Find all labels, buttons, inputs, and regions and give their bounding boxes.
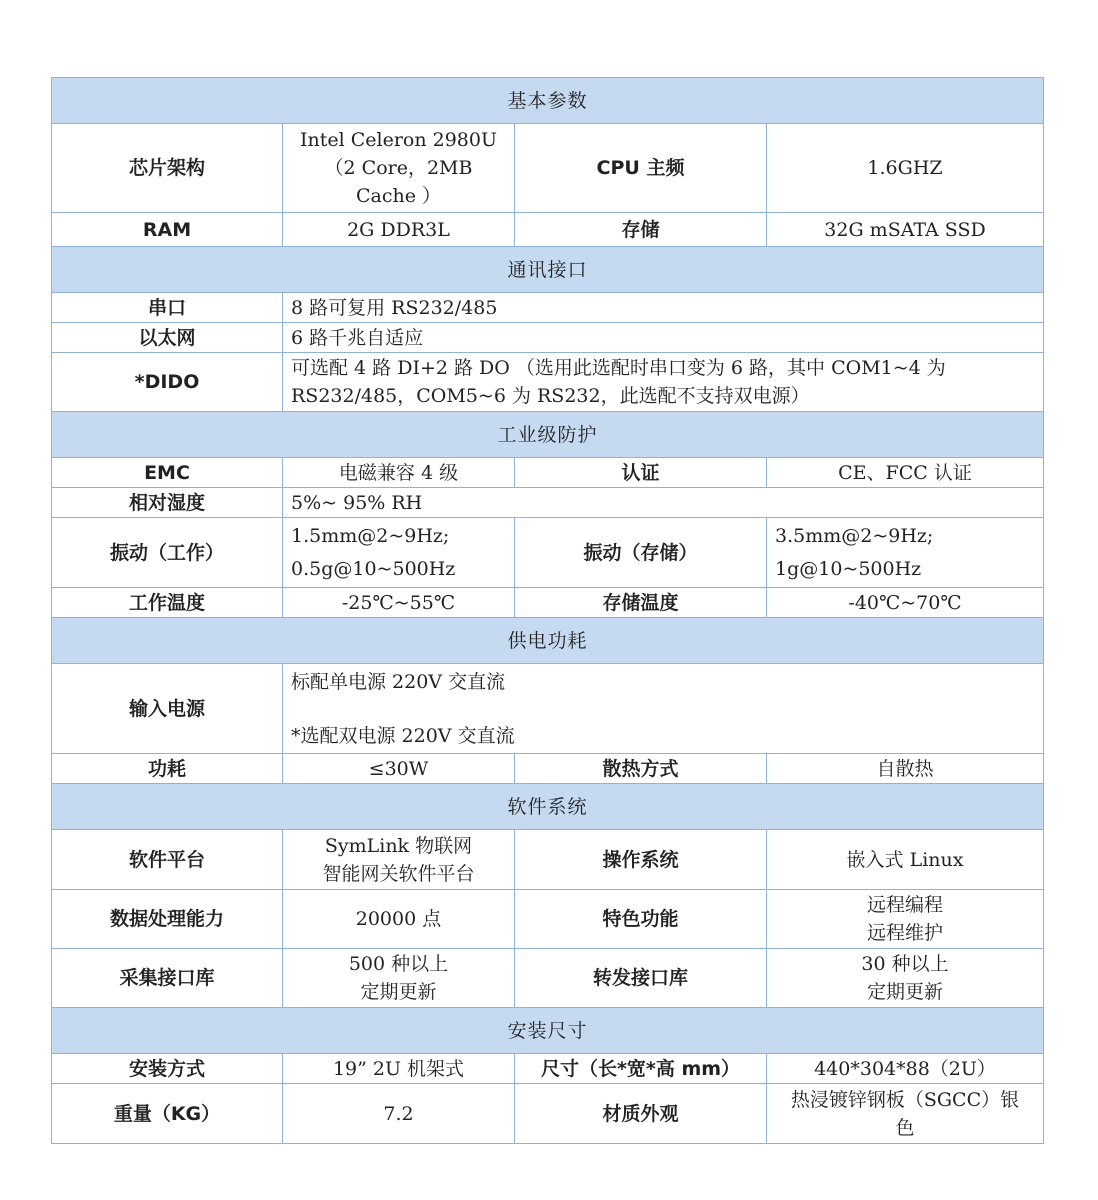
dido-value-line: RS232/485，COM5~6 为 RS232，此选配不支持双电源） <box>291 385 810 407</box>
vib-work-label: 振动（工作） <box>52 518 283 588</box>
emc-label: EMC <box>52 458 283 488</box>
section-title-install: 安装尺寸 <box>52 1008 1044 1054</box>
cooling-label: 散热方式 <box>515 754 767 784</box>
chip-value-line: （2 Core，2MB <box>324 157 473 179</box>
platform-line: SymLink 物联网 <box>324 834 473 857</box>
capacity-label: 数据处理能力 <box>52 890 283 949</box>
size-value: 440*304*88（2U） <box>767 1054 1044 1084</box>
ethernet-label: 以太网 <box>52 323 283 353</box>
platform-value <box>283 830 515 890</box>
section-title-comm: 通讯接口 <box>52 247 1044 293</box>
consumption-label: 功耗 <box>52 754 283 784</box>
forward-line: 定期更新 <box>867 981 944 1003</box>
store-temp-value: -40℃~70℃ <box>767 588 1044 618</box>
vib-work-line: 1.5mm@2~9Hz; <box>291 524 450 547</box>
dido-value-line: 可选配 4 路 DI+2 路 DO （选用此选配时串口变为 6 路，其中 COM1~4 为 <box>291 357 946 379</box>
section-title-protection: 工业级防护 <box>52 412 1044 458</box>
material-line: 色 <box>895 1116 915 1139</box>
platform-label: 软件平台 <box>52 830 283 890</box>
emc-value: 电磁兼容 4 级 <box>283 458 515 488</box>
storage-value: 32G mSATA SSD <box>767 213 1044 247</box>
storage-label: 存储 <box>515 213 767 247</box>
chip-label: 芯片架构 <box>52 124 283 213</box>
chip-value <box>283 124 515 213</box>
os-value: 嵌入式 Linux <box>767 830 1044 890</box>
feature-line: 远程维护 <box>867 922 944 944</box>
serial-label: 串口 <box>52 293 283 323</box>
feature-label: 特色功能 <box>515 890 767 949</box>
section-title-software: 软件系统 <box>52 784 1044 830</box>
collect-line: 定期更新 <box>360 981 437 1003</box>
forward-line: 30 种以上 <box>861 953 949 975</box>
size-label: 尺寸（长*宽*高 mm） <box>515 1054 767 1084</box>
input-power-label: 输入电源 <box>52 664 283 754</box>
ram-label: RAM <box>52 213 283 247</box>
blank-line <box>291 696 1035 722</box>
input-power-line: 标配单电源 220V 交直流 <box>291 670 506 693</box>
platform-line: 智能网关软件平台 <box>322 862 475 885</box>
work-temp-value: -25℃~55℃ <box>283 588 515 618</box>
feature-line: 远程编程 <box>867 894 944 916</box>
consumption-value: ≤30W <box>283 754 515 784</box>
humidity-label: 相对湿度 <box>52 488 283 518</box>
vib-store-value <box>767 518 1044 588</box>
dido-label: *DIDO <box>52 353 283 412</box>
cert-label: 认证 <box>515 458 767 488</box>
weight-value: 7.2 <box>283 1084 515 1144</box>
material-label: 材质外观 <box>515 1084 767 1144</box>
spec-table <box>51 77 1044 1144</box>
material-line: 热浸镀锌钢板（SGCC）银 <box>790 1088 1020 1111</box>
install-method-value: 19” 2U 机架式 <box>283 1054 515 1084</box>
input-power-value <box>283 664 1044 754</box>
vib-work-value <box>283 518 515 588</box>
dido-value <box>283 353 1044 412</box>
forward-label: 转发接口库 <box>515 949 767 1008</box>
material-value <box>767 1084 1044 1144</box>
cpu-label: CPU 主频 <box>515 124 767 213</box>
vib-store-line: 3.5mm@2~9Hz; <box>775 524 934 547</box>
ram-value: 2G DDR3L <box>283 213 515 247</box>
capacity-value: 20000 点 <box>283 890 515 949</box>
install-method-label: 安装方式 <box>52 1054 283 1084</box>
cooling-value: 自散热 <box>767 754 1044 784</box>
vib-work-line: 0.5g@10~500Hz <box>291 557 456 580</box>
os-label: 操作系统 <box>515 830 767 890</box>
collect-label: 采集接口库 <box>52 949 283 1008</box>
vib-store-line: 1g@10~500Hz <box>775 557 922 580</box>
serial-value: 8 路可复用 RS232/485 <box>283 293 1044 323</box>
store-temp-label: 存储温度 <box>515 588 767 618</box>
work-temp-label: 工作温度 <box>52 588 283 618</box>
feature-value <box>767 890 1044 949</box>
weight-label: 重量（KG） <box>52 1084 283 1144</box>
vib-store-label: 振动（存储） <box>515 518 767 588</box>
chip-value-line: Intel Celeron 2980U <box>299 129 497 151</box>
section-title-power: 供电功耗 <box>52 618 1044 664</box>
cert-value: CE、FCC 认证 <box>767 458 1044 488</box>
chip-value-line: Cache ） <box>355 185 442 207</box>
cpu-value: 1.6GHZ <box>767 124 1044 213</box>
humidity-value: 5%~ 95% RH <box>283 488 1044 518</box>
collect-line: 500 种以上 <box>348 953 449 975</box>
forward-value <box>767 949 1044 1008</box>
collect-value <box>283 949 515 1008</box>
section-title-basic: 基本参数 <box>52 78 1044 124</box>
input-power-line: *选配双电源 220V 交直流 <box>291 724 515 747</box>
ethernet-value: 6 路千兆自适应 <box>283 323 1044 353</box>
